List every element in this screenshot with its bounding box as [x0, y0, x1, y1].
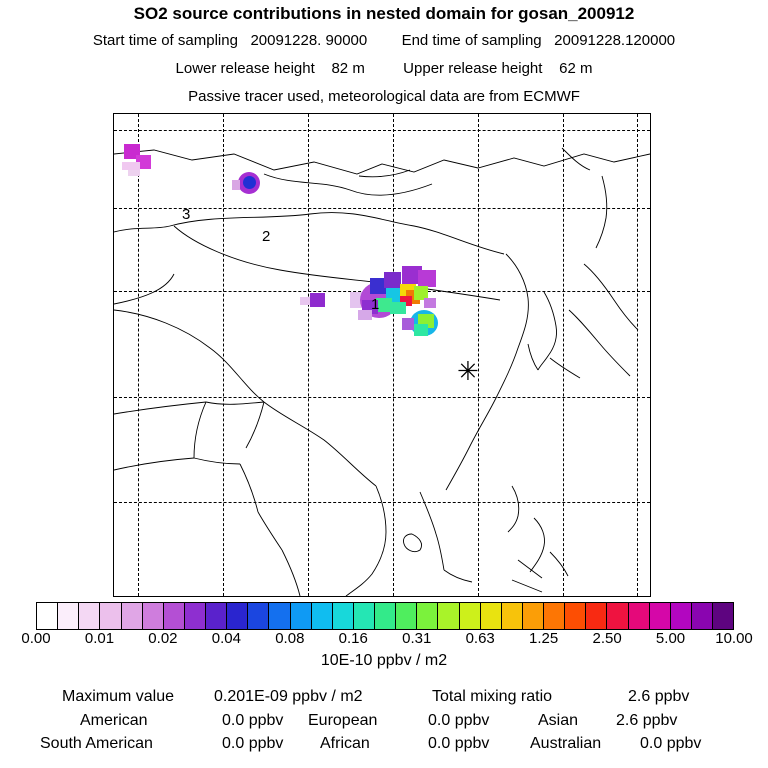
colorbar-swatch — [312, 603, 333, 629]
south-american-value: 0.0 ppbv — [222, 735, 284, 752]
stats-row-max — [0, 688, 768, 710]
plume-cell — [384, 272, 401, 288]
lower-release-value: 82 m — [331, 60, 365, 77]
colorbar-tick-label: 0.31 — [402, 630, 432, 647]
colorbar-swatch — [650, 603, 671, 629]
plume-cell — [358, 310, 372, 320]
colorbar-tick-label: 0.01 — [84, 630, 115, 647]
end-time-label: End time of sampling — [401, 32, 542, 49]
lower-release-label: Lower release height — [175, 60, 315, 77]
colorbar-swatch — [586, 603, 607, 629]
colorbar-tick-label: 0.04 — [211, 630, 241, 647]
colorbar-swatch — [375, 603, 396, 629]
colorbar-swatch — [544, 603, 565, 629]
colorbar-swatch — [164, 603, 185, 629]
colorbar-tick-label: 1.25 — [529, 630, 559, 647]
colorbar-swatch — [417, 603, 438, 629]
total-mixing-ratio-value: 2.6 ppbv — [628, 688, 690, 705]
plume-cell — [310, 293, 325, 307]
page-title: SO2 source contributions in nested domain for gosan_200912 — [133, 4, 635, 23]
colorbar-tick-label: 10.00 — [715, 630, 753, 647]
colorbar-swatch — [565, 603, 586, 629]
colorbar-swatch — [58, 603, 79, 629]
plume-cell — [122, 162, 140, 170]
colorbar-swatch — [143, 603, 164, 629]
domain-label-2: 2 — [262, 228, 271, 245]
plume-cell — [402, 318, 414, 330]
colorbar-swatch — [481, 603, 502, 629]
american-label: American — [80, 712, 148, 729]
colorbar-swatch — [671, 603, 692, 629]
plume-cell — [414, 324, 428, 336]
american-value: 0.0 ppbv — [222, 712, 284, 729]
tracer-note: Passive tracer used, meteorological data are from ECMWF — [188, 88, 580, 105]
plume-cell — [243, 176, 256, 189]
colorbar-swatch — [396, 603, 417, 629]
sampling-time-line — [0, 32, 768, 49]
colorbar-swatch — [269, 603, 290, 629]
domain-label-1: 1 — [371, 296, 380, 313]
colorbar-swatch — [629, 603, 650, 629]
start-time-label: Start time of sampling — [92, 32, 238, 49]
colorbar-tick-label: 0.16 — [338, 630, 368, 647]
end-time-value: 20091228.120000 — [554, 32, 676, 49]
colorbar-swatch — [79, 603, 100, 629]
colorbar-swatch — [523, 603, 544, 629]
african-label: African — [320, 735, 370, 752]
map-panel — [113, 113, 651, 597]
plume-cell — [418, 270, 436, 287]
maximum-value: 0.201E-09 ppbv / m2 — [214, 688, 363, 705]
colorbar-swatch — [100, 603, 121, 629]
colorbar — [36, 602, 734, 630]
colorbar-swatch — [291, 603, 312, 629]
colorbar-swatch — [713, 603, 733, 629]
receptor-star-icon: ✳ — [457, 357, 479, 387]
european-label: European — [308, 712, 378, 729]
colorbar-swatch — [185, 603, 206, 629]
colorbar-swatch — [607, 603, 628, 629]
colorbar-tick-label: 0.63 — [465, 630, 495, 647]
stats-row-2 — [0, 735, 768, 757]
colorbar-unit-label: 10E-10 ppbv / m2 — [320, 652, 448, 669]
colorbar-swatch — [502, 603, 523, 629]
asian-label: Asian — [538, 712, 579, 729]
coastline-overlay — [114, 114, 650, 596]
colorbar-swatch — [460, 603, 481, 629]
map-canvas — [114, 114, 650, 596]
release-height-line — [0, 60, 768, 77]
plume-cell — [390, 302, 406, 314]
maximum-value-label: Maximum value — [62, 688, 175, 705]
colorbar-tick-label: 0.00 — [21, 630, 51, 647]
colorbar-swatch — [438, 603, 459, 629]
colorbar-tick-label: 5.00 — [655, 630, 686, 647]
colorbar-swatch — [354, 603, 375, 629]
plume-cell — [424, 298, 436, 308]
australian-value: 0.0 ppbv — [640, 735, 702, 752]
colorbar-swatch — [333, 603, 354, 629]
colorbar-tick-label: 0.02 — [148, 630, 178, 647]
colorbar-swatch — [37, 603, 58, 629]
colorbar-tick-label: 0.08 — [275, 630, 305, 647]
colorbar-swatch — [122, 603, 143, 629]
plume-cell — [128, 170, 140, 176]
upper-release-label: Upper release height — [403, 60, 543, 77]
start-time-value: 20091228. 90000 — [250, 32, 368, 49]
plume-cell — [232, 180, 240, 190]
colorbar-swatch — [206, 603, 227, 629]
south-american-label: South American — [40, 735, 153, 752]
colorbar-ticks — [0, 630, 768, 648]
colorbar-swatch — [692, 603, 713, 629]
colorbar-tick-label: 2.50 — [592, 630, 622, 647]
colorbar-swatch — [227, 603, 248, 629]
plume-cell — [300, 297, 310, 305]
total-mixing-ratio-label: Total mixing ratio — [432, 688, 553, 705]
domain-label-3: 3 — [182, 206, 191, 223]
african-value: 0.0 ppbv — [428, 735, 490, 752]
colorbar-swatch — [248, 603, 269, 629]
upper-release-value: 62 m — [559, 60, 593, 77]
stats-row-1 — [0, 712, 768, 734]
australian-label: Australian — [530, 735, 602, 752]
asian-value: 2.6 ppbv — [616, 712, 678, 729]
european-value: 0.0 ppbv — [428, 712, 490, 729]
